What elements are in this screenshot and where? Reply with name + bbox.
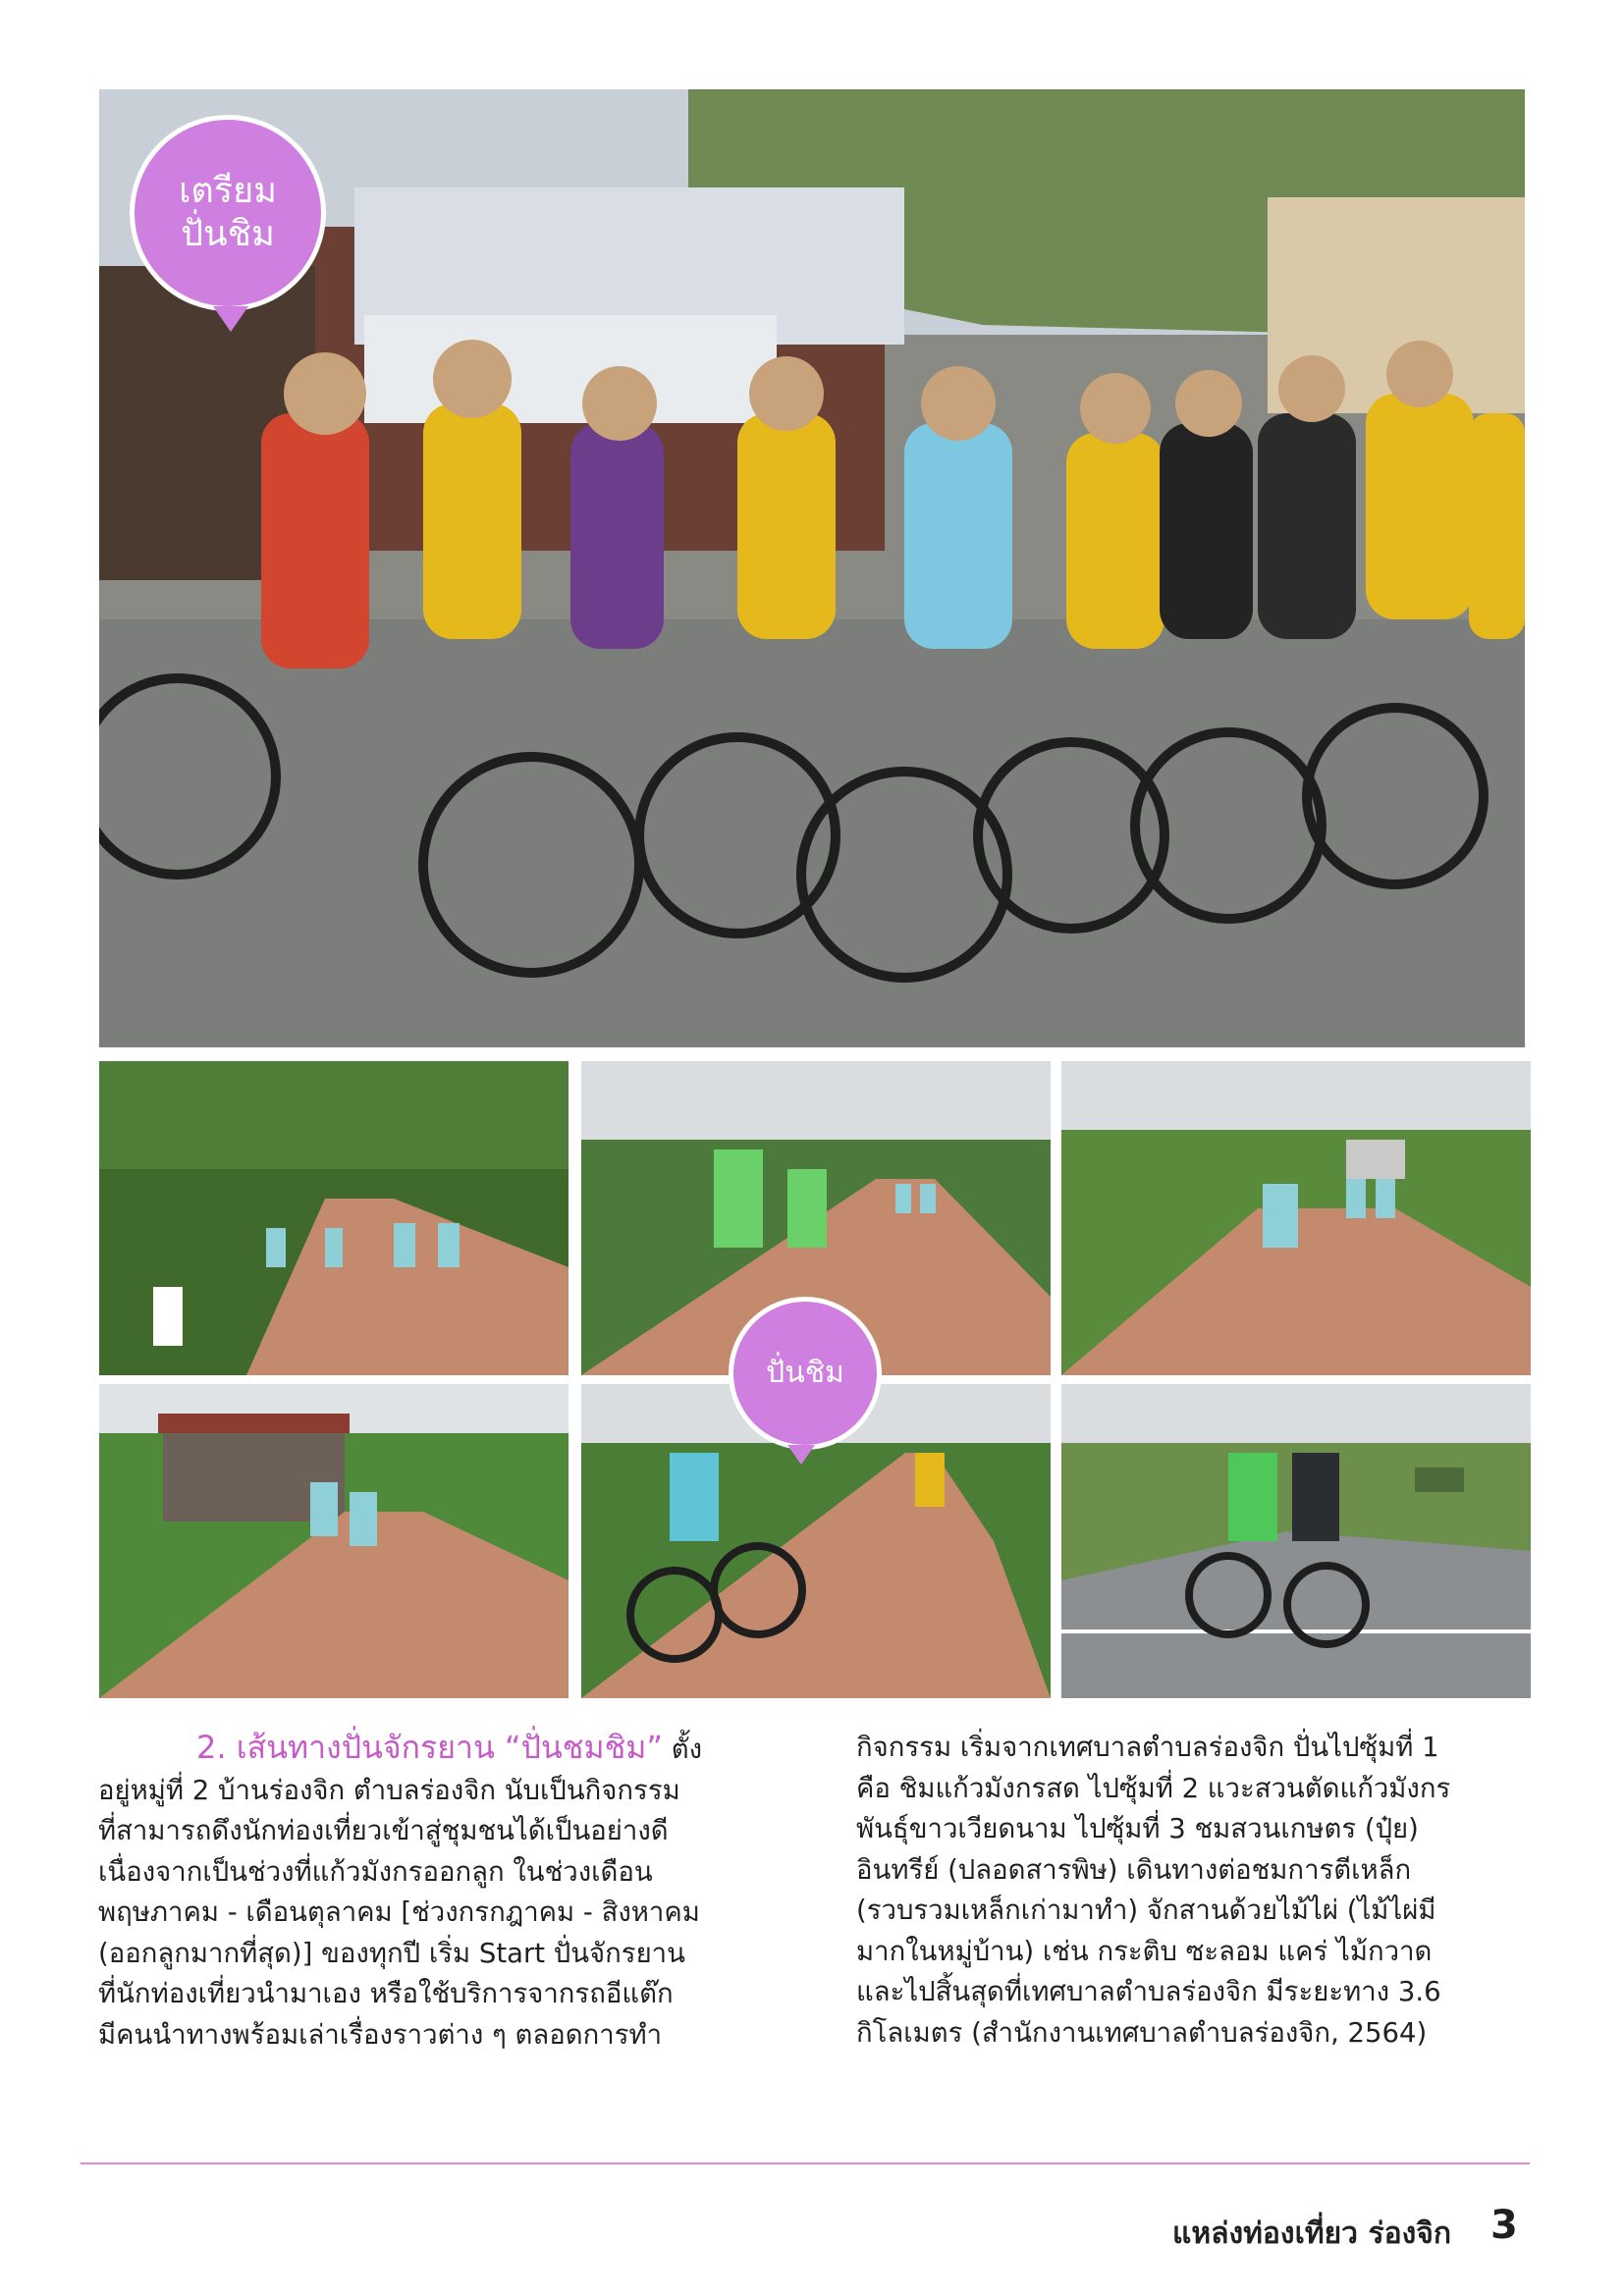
ride-photo-6 — [1061, 1384, 1531, 1698]
article-line: มีคนนำทางพร้อมเล่าเรื่องราวต่าง ๆ ตลอดการทำ — [98, 2018, 663, 2051]
article-line: มากในหมู่บ้าน) เช่น กระติบ ซะลอม แคร่ ไม้กวาด — [856, 1935, 1433, 1967]
article-line: อยู่หมู่ที่ 2 บ้านร่องจิก ตำบลร่องจิก นับเป็นกิจกรรม — [98, 1774, 680, 1806]
article-line: พฤษภาคม - เดือนตุลาคม [ช่วงกรกฎาคม - สิงหาคม — [98, 1896, 700, 1928]
article-line: คือ ชิมแก้วมังกรสด ไปซุ้มที่ 2 แวะสวนตัดแก้วมังกร — [856, 1772, 1451, 1804]
footer-divider — [81, 2163, 1530, 2164]
article-line: กิจกรรม เริ่มจากเทศบาลตำบลร่องจิก ปั่นไปซุ้มที่ 1 — [856, 1732, 1439, 1763]
ride-badge-label: ปั่นชิม — [766, 1356, 844, 1390]
ride-photo-3 — [1061, 1061, 1531, 1375]
article-line: (รวบรวมเหล็กเก่ามาทำ) จักสานด้วยไม้ไผ่ (ไม้ไผ่มี — [856, 1895, 1436, 1926]
ride-photo-1 — [99, 1061, 568, 1375]
article-right-column — [856, 1728, 1526, 2054]
article-line: และไปสิ้นสุดที่เทศบาลตำบลร่องจิก มีระยะทาง 3.6 — [856, 1976, 1441, 2007]
ride-badge — [729, 1297, 882, 1450]
article-first-line — [98, 1728, 768, 1771]
article-heading: 2. เส้นทางปั่นจักรยาน “ปั่นชมชิม” — [196, 1729, 663, 1766]
prepare-badge-line1: เตรียม — [179, 171, 277, 211]
prepare-badge — [130, 115, 326, 311]
article-line: พันธุ์ขาวเวียดนาม ไปซุ้มที่ 3 ชมสวนเกษตร (ปุ๋ย) — [856, 1813, 1419, 1844]
bubble-tail — [213, 306, 248, 332]
article-line: อินทรีย์ (ปลอดสารพิษ) เดินทางต่อชมการตีเหล็ก — [856, 1853, 1412, 1886]
page-number: 3 — [1490, 2203, 1518, 2248]
article-left-column — [98, 1728, 768, 2056]
footer-title: แหล่งท่องเที่ยว ร่องจิก — [1171, 2216, 1451, 2251]
article-line: (ออกลูกมากที่สุด)] ของทุกปี เริ่ม Start ปั่นจักรยาน — [98, 1937, 685, 1969]
article-line: ตั้ง — [671, 1734, 703, 1765]
article-line: เนื่องจากเป็นช่วงที่แก้วมังกรออกลูก ในช่วงเดือน — [98, 1855, 653, 1888]
bubble-tail — [787, 1445, 815, 1465]
article-line: กิโลเมตร (สำนักงานเทศบาลตำบลร่องจิก, 2564) — [856, 2016, 1428, 2049]
ride-photo-4 — [99, 1384, 568, 1698]
article-line: ที่สามารถดึงนักท่องเที่ยวเข้าสู่ชุมชนได้เป็นอย่างดี — [98, 1815, 669, 1846]
article-line: ที่นักท่องเที่ยวนำมาเอง หรือใช้บริการจากรถอีแต๊ก — [98, 1978, 674, 2009]
prepare-badge-line2: ปั่นชิม — [181, 214, 275, 254]
